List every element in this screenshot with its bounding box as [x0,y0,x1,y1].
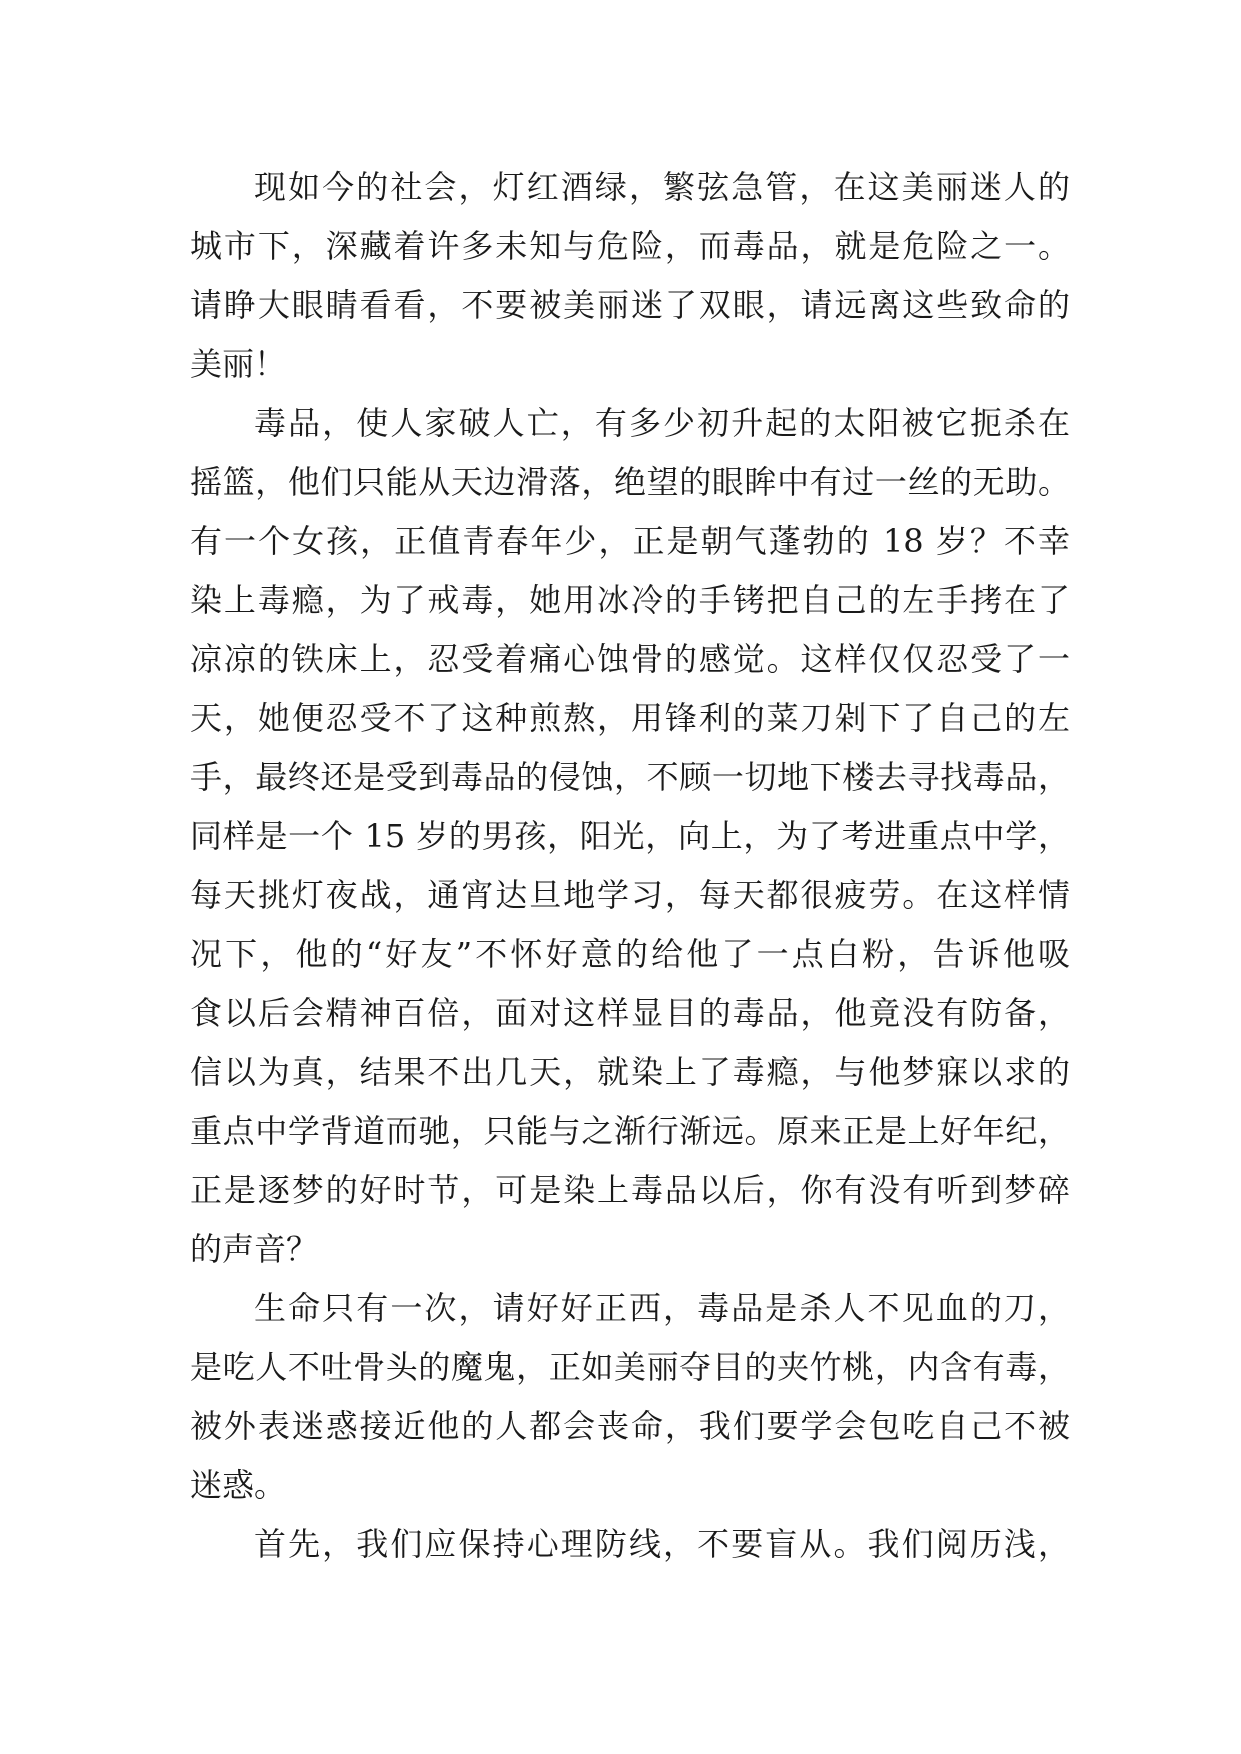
text-line: 迷惑。 [190,1466,287,1504]
text-line: 重点中学背道而驰，只能与之渐行渐远。原来正是上好年纪， [190,1112,1070,1150]
text-line: 首先，我们应保持心理防线，不要盲从。我们阅历浅， [254,1525,1070,1563]
paragraph [190,1279,1070,1515]
text-line: 摇篮，他们只能从天边滑落，绝望的眼眸中有过一丝的无助。 [190,463,1070,501]
paragraph [190,158,1070,394]
text-line: 的声音？ [190,1230,319,1268]
text-line: 美丽！ [190,345,287,383]
text-line: 是吃人不吐骨头的魔鬼，正如美丽夺目的夹竹桃，内含有毒， [190,1348,1070,1386]
text-line: 每天挑灯夜战，通宵达旦地学习，每天都很疲劳。在这样情 [190,876,1070,914]
paragraph [190,394,1070,1279]
text-line: 况下，他的“好友”不怀好意的给他了一点白粉，告诉他吸 [190,935,1070,973]
text-line: 正是逐梦的好时节，可是染上毒品以后，你有没有听到梦碎 [190,1171,1070,1209]
text-line: 毒品，使人家破人亡，有多少初升起的太阳被它扼杀在 [254,404,1070,442]
essay-body [190,158,1070,1574]
text-line: 染上毒瘾，为了戒毒，她用冰冷的手铐把自己的左手拷在了 [190,581,1070,619]
text-line: 城市下，深藏着许多未知与危险，而毒品，就是危险之一。 [190,227,1070,265]
text-line: 生命只有一次，请好好正西，毒品是杀人不见血的刀， [254,1289,1070,1327]
text-line: 被外表迷惑接近他的人都会丧命，我们要学会包吃自己不被 [190,1407,1070,1445]
text-line: 食以后会精神百倍，面对这样显目的毒品，他竟没有防备， [190,994,1070,1032]
text-line: 信以为真，结果不出几天，就染上了毒瘾，与他梦寐以求的 [190,1053,1070,1091]
text-line: 凉凉的铁床上，忍受着痛心蚀骨的感觉。这样仅仅忍受了一 [190,640,1070,678]
text-line: 天，她便忍受不了这种煎熬，用锋利的菜刀剁下了自己的左 [190,699,1070,737]
text-line: 同样是一个 15 岁的男孩，阳光，向上，为了考进重点中学， [190,817,1070,855]
paragraph [190,1515,1070,1574]
text-line: 手，最终还是受到毒品的侵蚀，不顾一切地下楼去寻找毒品， [190,758,1070,796]
text-line: 有一个女孩，正值青春年少，正是朝气蓬勃的 18 岁？不幸 [190,522,1070,560]
text-line: 现如今的社会，灯红酒绿，繁弦急管，在这美丽迷人的 [254,168,1070,206]
text-line: 请睁大眼睛看看，不要被美丽迷了双眼，请远离这些致命的 [190,286,1070,324]
